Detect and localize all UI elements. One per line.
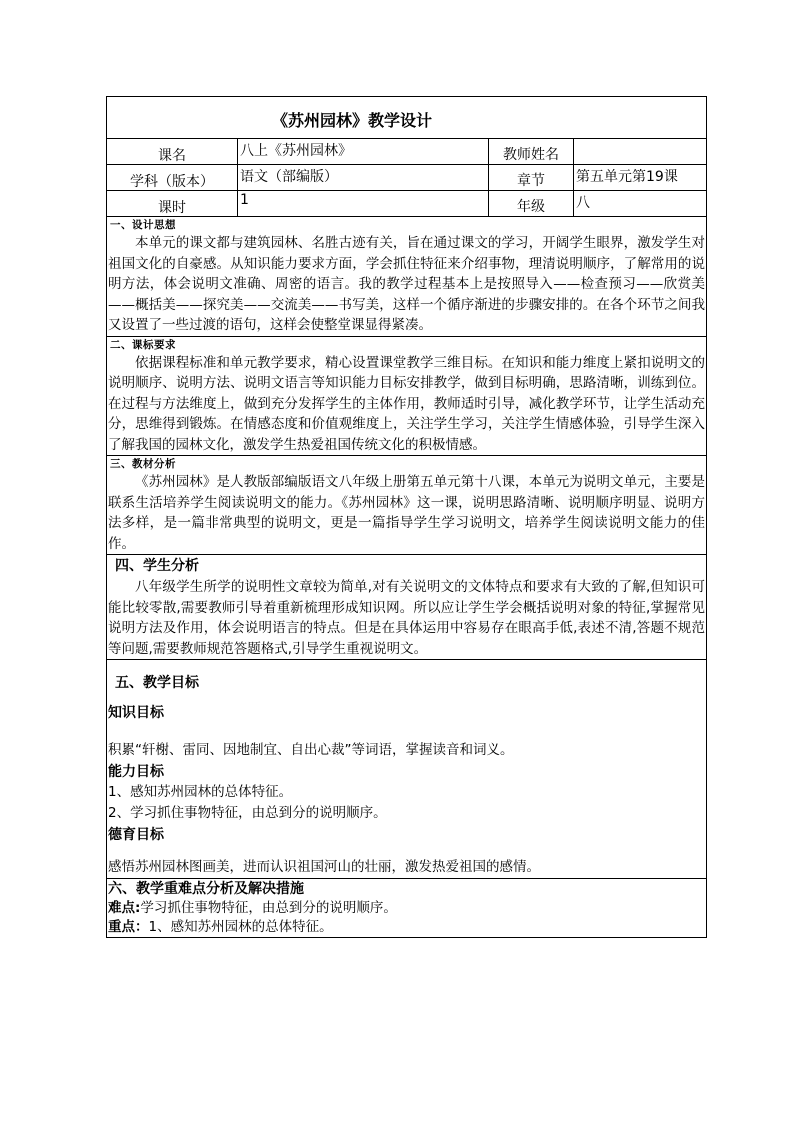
course-name-value: 八上《苏州园林》 [237,139,489,164]
chapter-value: 第五单元第19课 [573,165,708,190]
ability-goal-title: 能力目标 [108,764,164,780]
knowledge-goal-title: 知识目标 [108,705,164,721]
info-row-subject [107,165,706,191]
moral-goal-title: 德育目标 [108,827,164,843]
key-point-label: 重点： [108,919,149,935]
section-curriculum [107,337,706,457]
section-heading: 六、教学重难点分析及解决措施 [108,881,304,897]
section-body: 《苏州园林》是人教版部编版语文八年级上册第五单元第十八课，本单元为说明文单元，主要是联系生活培养学生阅读说明文的能力。《苏州园林》这一课，说明思路清晰、说明顺序明显、说明方法多样，是一篇非常典型的说明文，更是一篇指导学生学习说明文，培养学生阅读说明文能力的佳作。 [108,474,705,552]
period-label: 课时 [158,200,186,216]
difficulty-label: 难点: [108,900,141,916]
lesson-plan-table [106,96,707,938]
teacher-name-label: 教师姓名 [503,147,559,163]
section-body: 依据课程标准和单元教学要求，精心设置课堂教学三维目标。在知识和能力维度上紧扣说明文的说明顺序、说明方法、说明文语言等知识能力目标安排教学，做到目标明确，思路清晰，训练到位。在过程与方法维度上，做到充分发挥学生的主体作用，教师适时引导，减化教学环节，让学生活动充分，思维得到锻炼。在情感态度和价值观维度上，关注学生学习，关注学生情感体验，引导学生深入了解我国的园林文化，激发学生热爱祖国传统文化的积极情感。 [108,354,705,453]
teacher-name-value [573,139,708,164]
key-point-text: 1、感知苏州园林的总体特征。 [148,919,333,935]
difficulty-line [107,899,706,918]
grade-value: 八 [573,191,708,216]
section-design-idea [107,217,706,337]
section-body: 本单元的课文都与建筑园林、名胜古迹有关，旨在通过课文的学习，开阔学生眼界，激发学生对祖国文化的自豪感。从知识能力要求方面，学会抓住特征来介绍事物，理清说明顺序，了解常用的说明方法，体会说明文准确、周密的语言。我的教学过程基本上是按照导入——检查预习——欣赏美——概括美——探究美——交流美——书写美，这样一个循序渐进的步骤安排的。在各个环节之间我又设置了一些过渡的语句，这样会使整堂课显得紧凑。 [108,235,705,333]
chapter-label: 章节 [517,173,545,189]
section-heading: 二、课标要求 [110,338,176,351]
difficulty-text: 学习抓住事物特征，由总到分的说明顺序。 [140,900,397,916]
moral-goal-text: 感悟苏州园林图画美，进而认识祖国河山的壮丽，激发热爱祖国的感情。 [108,859,540,875]
knowledge-goal-text: 积累“轩榭、雷同、因地制宜、自出心裁”等词语，掌握读音和词义。 [108,742,514,758]
info-row-course [107,139,706,165]
document-title: 《苏州园林》教学设计 [272,111,433,130]
title-row [107,97,706,139]
grade-label: 年级 [517,199,545,215]
section-key-points [107,879,706,937]
section-objectives [107,660,706,879]
section-heading: 五、教学目标 [115,675,199,691]
info-row-period [107,191,706,217]
period-value: 1 [237,191,489,216]
subject-label: 学科（版本） [130,174,214,190]
key-point-line [107,918,706,937]
ability-goal-item: 1、感知苏州园林的总体特征。 [108,784,293,800]
section-heading: 三、教材分析 [110,458,176,470]
section-body: 八年级学生所学的说明性文章较为简单,对有关说明文的文体特点和要求有大致的了解,但知识可能比较零散,需要教师引导着重新梳理形成知识网。所以应让学生学会概括说明对象的特征,掌握常见说明方法及作用，体会说明语言的特点。但是在具体运用中容易存在眼高手低,表述不清,答题不规范等问题,需要教师规范答题格式,引导学生重视说明文。 [108,579,705,657]
course-name-label: 课名 [158,148,186,164]
section-heading: 一、设计思想 [110,219,176,231]
section-heading: 四、学生分析 [115,558,199,574]
subject-value: 语文（部编版） [237,165,489,190]
ability-goal-item: 2、学习抓住事物特征，由总到分的说明顺序。 [108,805,387,821]
section-students [107,555,706,660]
section-material [107,456,706,555]
